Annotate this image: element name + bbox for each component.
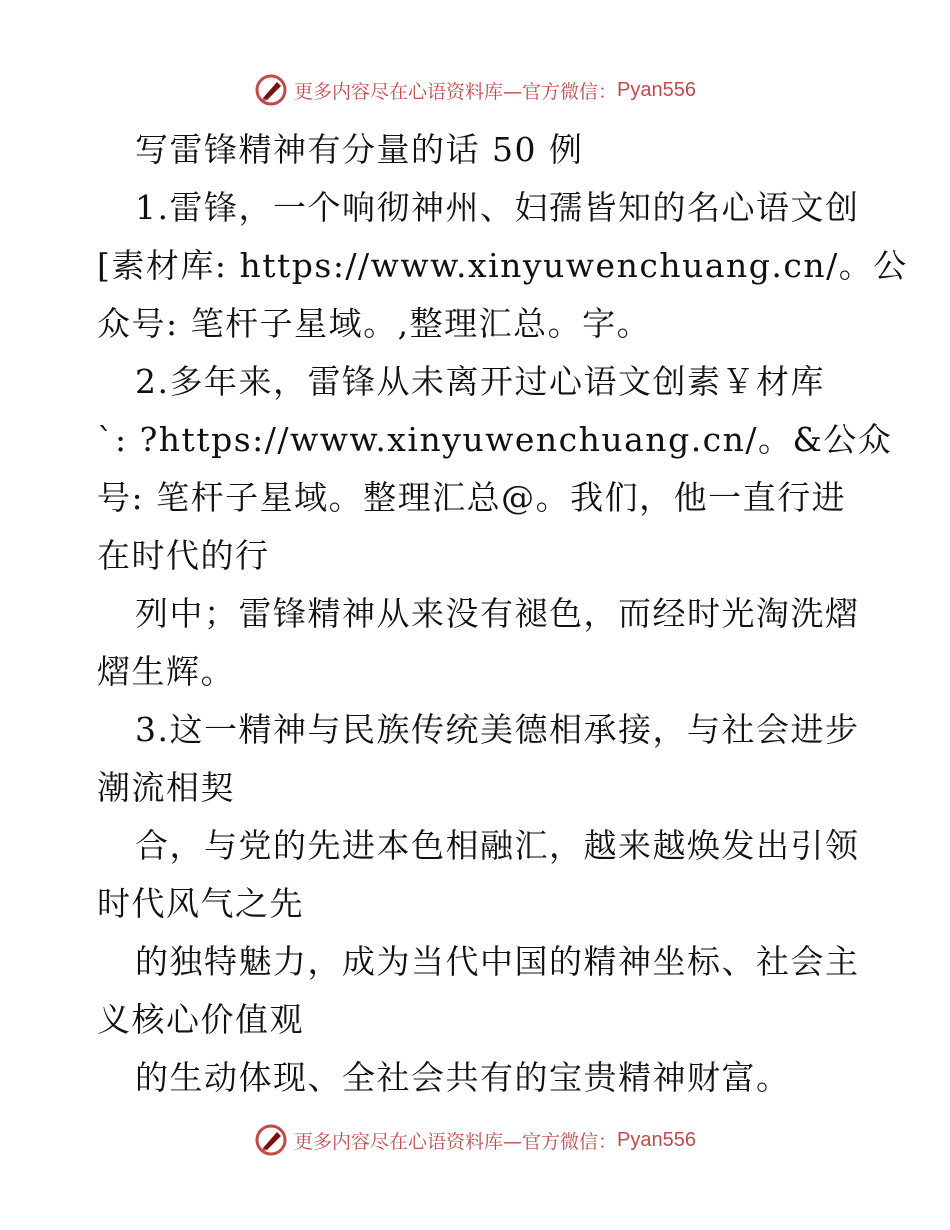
footer-watermark [0,1120,950,1160]
paragraph-line: 潮流相契 [97,768,235,807]
pen-logo-icon [254,73,288,107]
paragraph-line: 合，与党的先进本色相融汇，越来越焕发出引领 [135,826,860,865]
paragraph-line: 的独特魅力，成为当代中国的精神坐标、社会主 [135,942,860,981]
paragraph-line: 熠生辉。 [97,652,235,691]
paragraph-line: 在时代的行 [97,536,270,575]
header-watermark [0,70,950,110]
document-body [97,121,908,1107]
pen-logo-icon [254,1123,288,1157]
paragraph-line: 3.这一精神与民族传统美德相承接，与社会进步 [135,710,860,749]
paragraph-line: 列中；雷锋精神从来没有褪色，而经时光淘洗熠 [135,594,860,633]
paragraph-line: 号: 笔杆子星域。整理汇总@。我们，他一直行进 [97,478,847,517]
paragraph-line: 时代风气之先 [97,884,304,923]
footer-wechat-id: Pyan556 [617,1128,696,1151]
header-watermark-text: 更多内容尽在心语资料库—官方微信： [294,80,618,103]
paragraph-line: `: ?https://www.xinyuwenchuang.cn/。&公众 [97,420,893,459]
document-title: 写雷锋精神有分量的话 50 例 [135,130,584,169]
paragraph-line: 义核心价值观 [97,1000,304,1039]
footer-watermark-text: 更多内容尽在心语资料库—官方微信： [294,1130,618,1153]
paragraph-line: 众号: 笔杆子星域。,整理汇总。字。 [97,304,652,343]
paragraph-line: 1.雷锋，一个响彻神州、妇孺皆知的名心语文创 [135,188,860,227]
header-wechat-id: Pyan556 [617,78,696,101]
paragraph-line: 2.多年来，雷锋从未离开过心语文创素￥材库 [135,362,825,401]
paragraph-line: [素材库: https://www.xinyuwenchuang.cn/。公 [97,246,908,285]
paragraph-line: 的生动体现、全社会共有的宝贵精神财富。 [135,1058,791,1097]
